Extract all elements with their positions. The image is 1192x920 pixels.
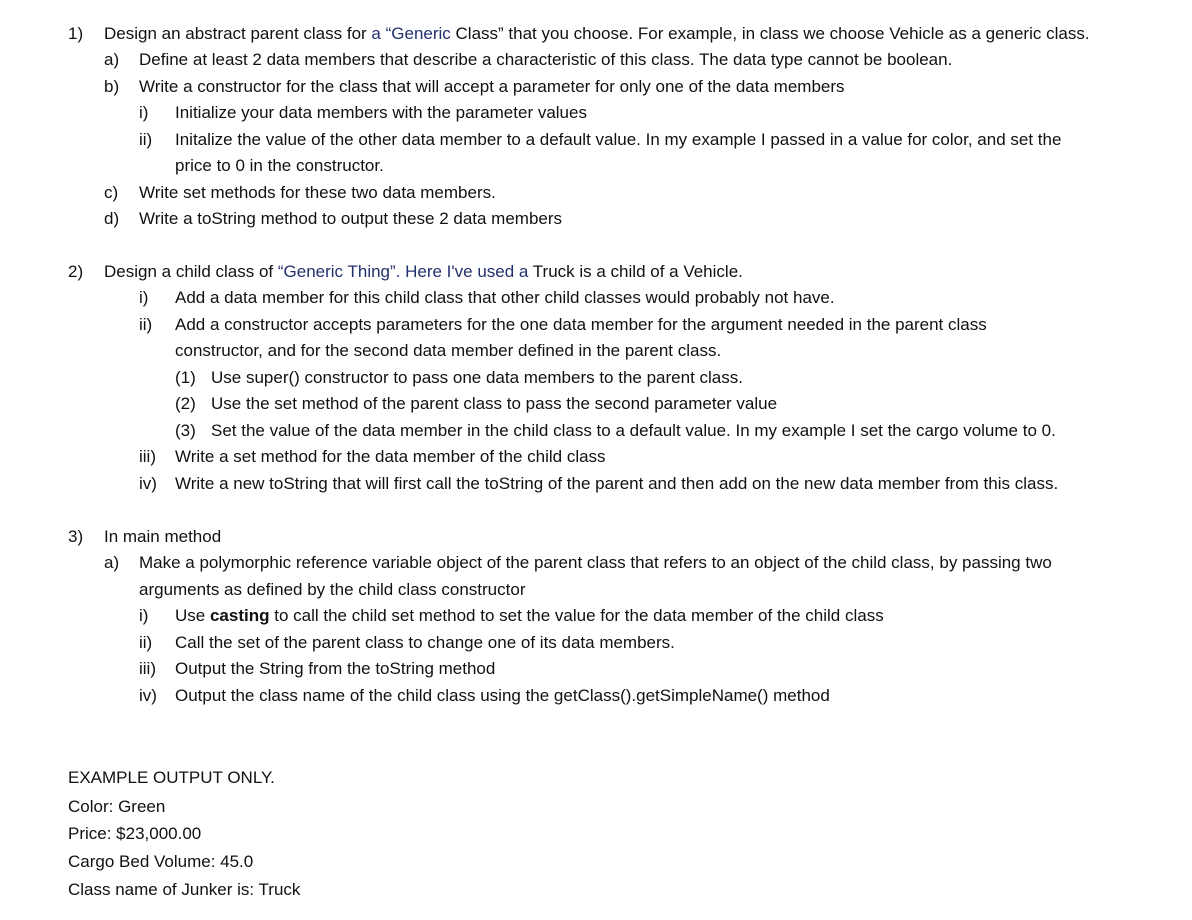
example-output-line: Price: $23,000.00 bbox=[68, 824, 202, 843]
item-3a-iii-text: Output the String from the toString method bbox=[175, 659, 496, 678]
section-2-title: Design a child class of “Generic Thing”. Here I've used a Truck is a child of a Vehicle. bbox=[104, 262, 743, 281]
section-1-marker: 1) bbox=[68, 24, 84, 43]
item-1a-text: Define at least 2 data members that describe a characteristic of this class. The data type cannot be boolean. bbox=[139, 50, 953, 69]
item-1d-text: Write a toString method to output these 2 data members bbox=[139, 209, 563, 228]
item-2-i-marker: i) bbox=[139, 288, 149, 307]
item-1c-marker: c) bbox=[104, 183, 119, 202]
item-3a-iv-marker: iv) bbox=[139, 686, 157, 705]
step-2-marker: (2) bbox=[175, 394, 196, 413]
step-2-text: Use the set method of the parent class to pass the second parameter value bbox=[211, 394, 778, 413]
item-3a-text-line1: Make a polymorphic reference variable object of the parent class that refers to an object of the child class, by passing two bbox=[139, 553, 1052, 572]
example-output-heading: EXAMPLE OUTPUT ONLY. bbox=[68, 768, 275, 787]
item-1b-marker: b) bbox=[104, 77, 120, 96]
item-3a-iv-text: Output the class name of the child class using the getClass().getSimpleName() method bbox=[175, 686, 830, 705]
item-1a-marker: a) bbox=[104, 50, 120, 69]
step-1-marker: (1) bbox=[175, 368, 196, 387]
item-3a-marker: a) bbox=[104, 553, 120, 572]
item-2-iii-text: Write a set method for the data member of the child class bbox=[175, 447, 606, 466]
item-3a-i-text: Use casting to call the child set method to set the value for the data member of the child class bbox=[175, 606, 884, 625]
example-output-line: Class name of Junker is: Truck bbox=[68, 880, 301, 899]
item-1b-i-marker: i) bbox=[139, 103, 149, 122]
item-3a-i-marker: i) bbox=[139, 606, 149, 625]
item-1b-ii-text-line1: Initalize the value of the other data member to a default value. In my example I passed in a value for color, and set the bbox=[175, 130, 1062, 149]
item-2-ii-text-line1: Add a constructor accepts parameters for the one data member for the argument needed in the parent class bbox=[175, 315, 987, 334]
item-1b-i-text: Initialize your data members with the parameter values bbox=[175, 103, 587, 122]
item-1b-ii-text-line2: price to 0 in the constructor. bbox=[175, 156, 384, 175]
step-1-text: Use super() constructor to pass one data members to the parent class. bbox=[211, 368, 743, 387]
item-3a-ii-marker: ii) bbox=[139, 633, 153, 652]
item-2-iii-marker: iii) bbox=[139, 447, 156, 466]
item-3a-iii-marker: iii) bbox=[139, 659, 156, 678]
item-2-ii-text-line2: constructor, and for the second data member defined in the parent class. bbox=[175, 341, 722, 360]
item-1c-text: Write set methods for these two data members. bbox=[139, 183, 496, 202]
item-1b-text: Write a constructor for the class that will accept a parameter for only one of the data members bbox=[139, 77, 845, 96]
section-2-marker: 2) bbox=[68, 262, 84, 281]
section-3-marker: 3) bbox=[68, 527, 84, 546]
item-2-iv-text: Write a new toString that will first call the toString of the parent and then add on the new data member from this class. bbox=[175, 474, 1059, 493]
item-2-i-text: Add a data member for this child class that other child classes would probably not have. bbox=[175, 288, 835, 307]
step-3-text: Set the value of the data member in the child class to a default value. In my example I set the cargo volume to 0. bbox=[211, 421, 1056, 440]
item-1b-ii-marker: ii) bbox=[139, 130, 153, 149]
example-output-line: Color: Green bbox=[68, 797, 166, 816]
item-1d-marker: d) bbox=[104, 209, 120, 228]
item-2-ii-marker: ii) bbox=[139, 315, 153, 334]
item-3a-text-line2: arguments as defined by the child class constructor bbox=[139, 580, 526, 599]
item-2-iv-marker: iv) bbox=[139, 474, 157, 493]
section-1-title: Design an abstract parent class for a “Generic Class” that you choose. For example, in class we choose Vehicle as a generic class. bbox=[104, 24, 1090, 43]
section-3-title: In main method bbox=[104, 527, 222, 546]
item-3a-ii-text: Call the set of the parent class to change one of its data members. bbox=[175, 633, 675, 652]
example-output-line: Cargo Bed Volume: 45.0 bbox=[68, 852, 254, 871]
step-3-marker: (3) bbox=[175, 421, 196, 440]
